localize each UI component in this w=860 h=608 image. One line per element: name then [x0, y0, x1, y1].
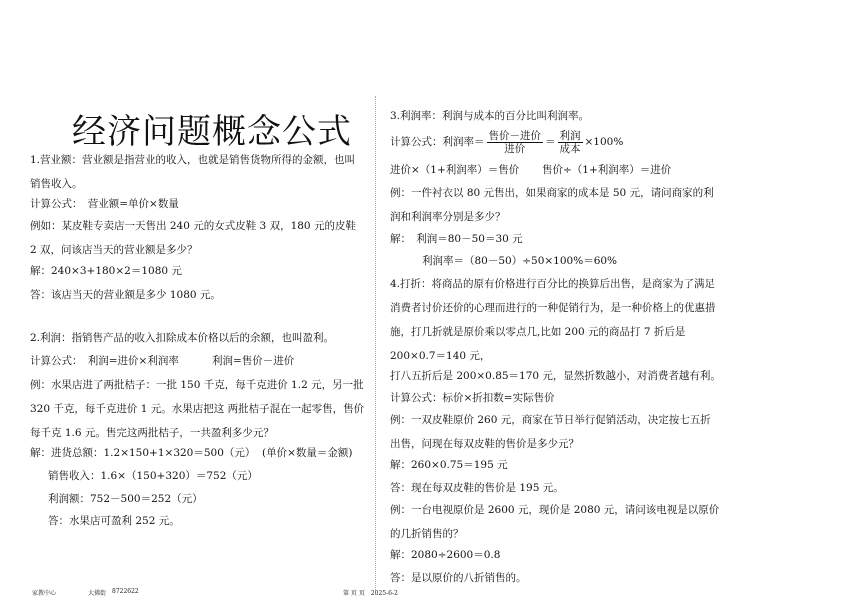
- footer-left-a: 家教中心: [32, 590, 57, 597]
- footer-left-b: 大佛街: [88, 590, 107, 597]
- footer-center: 第 页 页 2025-6-2: [343, 590, 398, 597]
- s3-fraction-2-numerator: 利润: [559, 129, 581, 142]
- s3-solution-2: 利润率＝（80－50）÷50×100%＝60%: [422, 255, 618, 267]
- s1-formula: 计算公式： 营业额=单价×数量: [30, 198, 179, 210]
- s4-answer-2: 答：是以原价的八折销售的。: [390, 572, 527, 584]
- s3-fraction-1: [487, 130, 544, 155]
- s1-solution: 解：240×3+180×2＝1080 元: [30, 265, 182, 277]
- s3-fraction-1-denominator: 进价: [504, 142, 526, 155]
- s3-formula-2b: 售价÷（1+利润率）＝进价: [542, 164, 672, 176]
- s4-answer-1: 答：现在每双皮鞋的售价是 195 元。: [390, 482, 564, 494]
- s4-solution-1: 解：260×0.75＝195 元: [390, 459, 508, 471]
- s2-answer: 答：水果店可盈利 252 元。: [48, 515, 180, 527]
- s3-formula: [390, 128, 623, 156]
- s2-solution-3: 利润额：752－500＝252（元）: [48, 493, 203, 505]
- s4-solution-2: 解：2080÷2600＝0.8: [390, 549, 501, 561]
- s2-solution-2: 销售收入：1.6×（150+320）＝752（元）: [48, 470, 258, 482]
- s2-heading: 2.利润：指销售产品的收入扣除成本价格以后的余额，也叫盈利。: [30, 332, 335, 344]
- s3-fraction-2: [558, 130, 583, 155]
- s4-heading: 4.打折：将商品的原有价格进行百分比的换算后出售，是商家为了满足消费者讨价还价的心理而进行的一种促销行为，是一种价格上的优惠措施，打几折就是原价乘以零点几,比如 200 元的商品打 7 折后是 200×0.7＝140 元，: [390, 278, 716, 362]
- s3-fraction-2-denominator: 成本: [559, 142, 581, 155]
- footer-left-c: 8722622: [112, 588, 139, 595]
- s3-solution-1: 解： 利润＝80－50＝30 元: [390, 233, 523, 245]
- s1-answer: 答：该店当天的营业额是多少 1080 元。: [30, 289, 221, 301]
- s4-example-1: 例：一双皮鞋原价 260 元，商家在节日举行促销活动，决定按七五折出售，问现在每双皮鞋的售价是多少元？: [390, 414, 711, 450]
- s3-example: 例：一件衬衣以 80 元售出，如果商家的成本是 50 元，请问商家的利润和利润率分别是多少？: [390, 187, 714, 223]
- column-divider: [375, 96, 376, 590]
- s2-example: 例：水果店进了两批桔子：一批 150 千克，每千克进价 1.2 元，另一批 320 千克，每千克进价 1 元。水果店把这 两批桔子混在一起零售，售价每千克 1.6 元。售完这两批桔子，一共盈利多少元？: [30, 379, 365, 439]
- s1-example: 例如：某皮鞋专卖店一天售出 240 元的女式皮鞋 3 双，180 元的皮鞋 2 双，问该店当天的营业额是多少？: [30, 220, 356, 256]
- s3-formula-2a: 进价×（1+利润率）＝售价: [390, 164, 520, 176]
- s4-formula: 计算公式：标价×折扣数=实际售价: [390, 392, 555, 404]
- s2-solution-note: (单价×数量＝金额): [262, 447, 353, 459]
- page-title: 经济问题概念公式: [72, 112, 352, 152]
- s3-heading: 3.利润率：利润与成本的百分比叫利润率。: [390, 110, 590, 122]
- s3-fraction-1-numerator: 售价－进价: [488, 129, 541, 142]
- s4-example-2: 例：一台电视原价是 2600 元，现价是 2080 元，请问该电视是以原价的几折销售的？: [390, 504, 720, 540]
- s2-formula-b: 利润=售价－进价: [212, 355, 295, 367]
- s3-formula-prefix: 计算公式：利润率＝: [390, 136, 485, 148]
- s2-formula-a: 计算公式： 利润=进价×利润率: [30, 355, 179, 367]
- s3-formula-suffix: ×100%: [584, 136, 624, 148]
- s2-solution-1: 解：进货总额：1.2×150+1×320＝500（元）: [30, 447, 256, 459]
- s4-note: 打八五折后是 200×0.85＝170 元，显然折数越小，对消费者越有利。: [390, 370, 721, 382]
- s1-heading: 1.营业额：营业额是指营业的收入，也就是销售货物所得的金额，也叫销售收入。: [30, 154, 356, 190]
- s3-equals: ＝: [545, 136, 556, 148]
